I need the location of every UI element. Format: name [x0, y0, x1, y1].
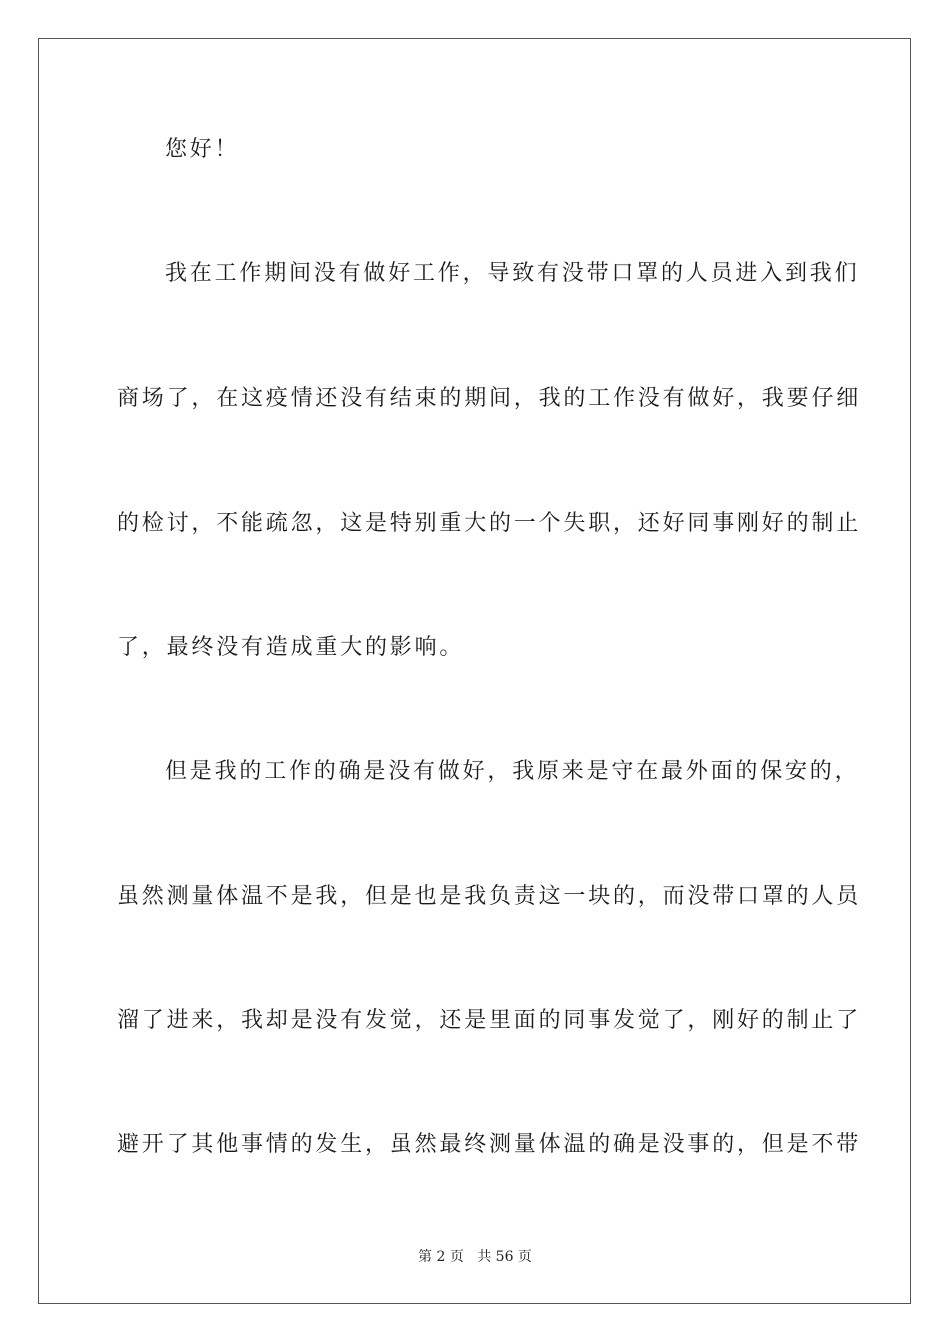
page-number: 第 2 页 — [418, 1249, 464, 1265]
paragraph-line: 的检讨，不能疏忽，这是特别重大的一个失职，还好同事刚好的制止 — [117, 511, 862, 536]
paragraph-line: 溜了进来，我却是没有发觉，还是里面的同事发觉了，刚好的制止了 — [117, 1008, 862, 1033]
page-total: 共 56 页 — [477, 1249, 532, 1265]
paragraph-line: 但是我的工作的确是没有做好，我原来是守在最外面的保安的， — [165, 759, 860, 784]
paragraph-line: 虽然测量体温不是我，但是也是我负责这一块的，而没带口罩的人员 — [117, 884, 862, 909]
paragraph-line: 商场了，在这疫情还没有结束的期间，我的工作没有做好，我要仔细 — [117, 386, 862, 411]
page-border — [38, 38, 911, 1304]
page-footer — [0, 1247, 950, 1267]
paragraph-line: 了，最终没有造成重大的影响。 — [117, 635, 465, 660]
paragraph-line: 避开了其他事情的发生，虽然最终测量体温的确是没事的，但是不带 — [117, 1132, 862, 1157]
salutation: 您好！ — [165, 137, 240, 162]
paragraph-line: 我在工作期间没有做好工作，导致有没带口罩的人员进入到我们 — [165, 261, 860, 286]
